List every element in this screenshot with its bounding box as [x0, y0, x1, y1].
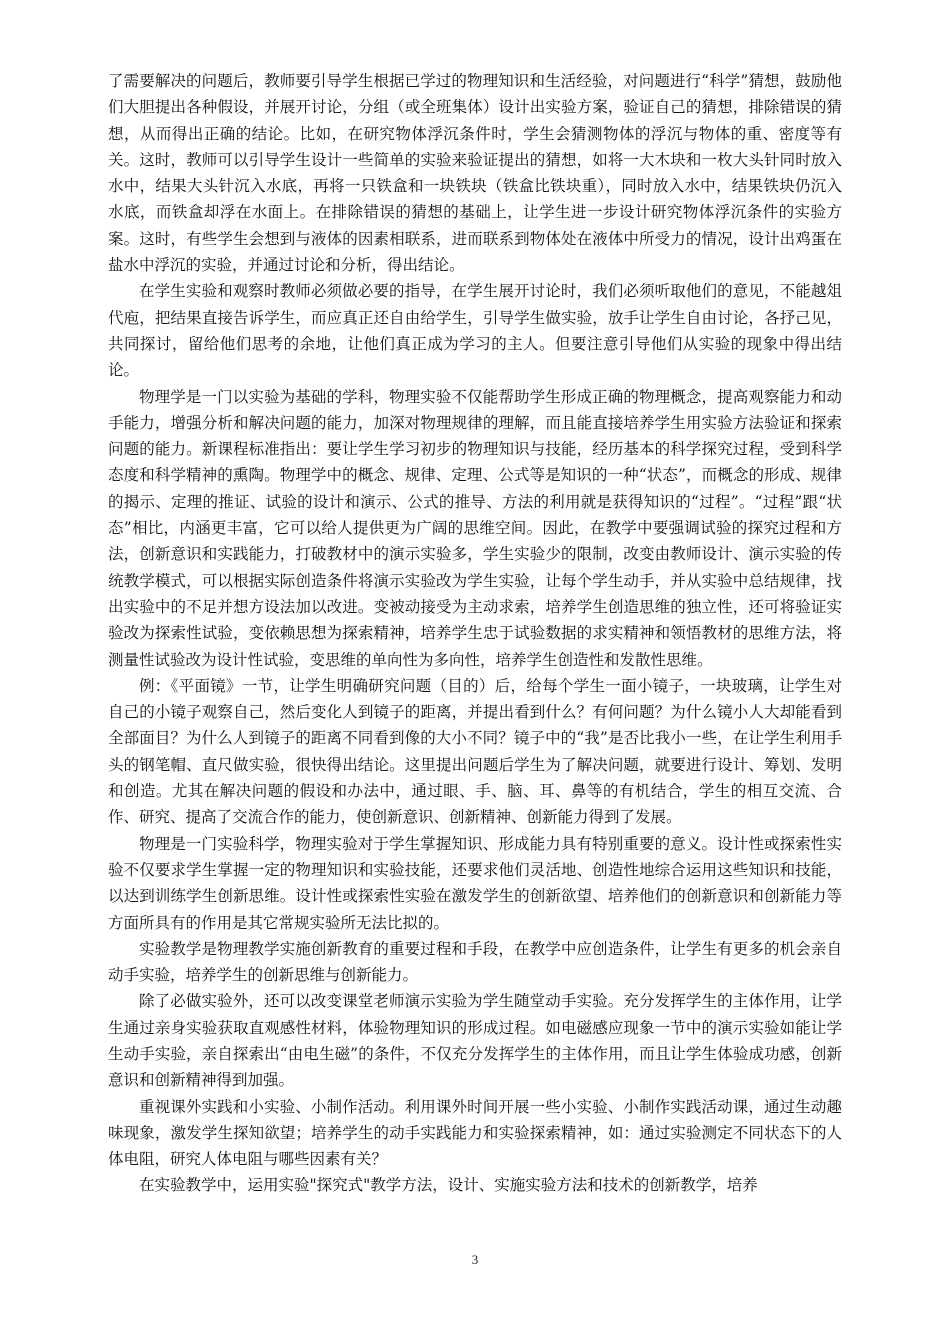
- paragraph: 在实验教学中，运用实验"探究式"教学方法，设计、实施实验方法和技术的创新教学，培养: [139, 1176, 758, 1195]
- document-body: [108, 68, 842, 1199]
- paragraph: 除了必做实验外，还可以改变课堂老师演示实验为学生随堂动手实验。充分发挥学生的主体作用，让学生通过亲身实验获取直观感性材料，体验物理知识的形成过程。如电磁感应现象一节中的演示实验如能让学生动手实验，亲自探索出“由电生磁”的条件，不仅充分发挥学生的主体作用，而且让学生体验成功感，创新意识和创新精神得到加强。: [108, 992, 842, 1090]
- paragraph: 物理是一门实验科学，物理实验对于学生掌握知识、形成能力具有特别重要的意义。设计性或探索性实验不仅要求学生掌握一定的物理知识和实验技能，还要求他们灵活地、创造性地综合运用这些知识和技能，以达到训练学生创新思维。设计性或探索性实验在激发学生的创新欲望、培养他们的创新意识和创新能力等方面所具有的作用是其它常规实验所无法比拟的。: [108, 834, 842, 932]
- paragraph: 了需要解决的问题后，教师要引导学生根据已学过的物理知识和生活经验，对问题进行“科学”猜想，鼓励他们大胆提出各种假设，并展开讨论，分组（或全班集体）设计出实验方案，验证自己的猜想，排除错误的猜想，从而得出正确的结论。比如，在研究物体浮沉条件时，学生会猜测物体的浮沉与物体的重、密度等有关。这时，教师可以引导学生设计一些简单的实验来验证提出的猜想，如将一大木块和一枚大头针同时放入水中，结果大头针沉入水底，再将一只铁盒和一块铁块（铁盒比铁块重），同时放入水中，结果铁块仍沉入水底，而铁盒却浮在水面上。在排除错误的猜想的基础上，让学生进一步设计研究物体浮沉条件的实验方案。这时，有些学生会想到与液体的因素相联系，进而联系到物体处在液体中所受力的情况，设计出鸡蛋在盐水中浮沉的实验，并通过讨论和分析，得出结论。: [108, 72, 842, 275]
- page-number: 3: [471, 1252, 479, 1267]
- paragraph: 例：《平面镜》一节，让学生明确研究问题（目的）后，给每个学生一面小镜子，一块玻璃，让学生对自己的小镜子观察自己，然后变化人到镜子的距离，并提出看到什么？有何问题？为什么镜小人大却能看到全部面目？为什么人到镜子的距离不同看到像的大小不同？镜子中的“我”是否比我小一些，在让学生利用手头的钢笔帽、直尺做实验，很快得出结论。这里提出问题后学生为了解决问题，就要进行设计、筹划、发明和创造。尤其在解决问题的假设和办法中，通过眼、手、脑、耳、鼻等的有机结合，学生的相互交流、合作、研究、提高了交流合作的能力，使创新意识、创新精神、创新能力得到了发展。: [108, 676, 842, 827]
- paragraph: 在学生实验和观察时教师必须做必要的指导，在学生展开讨论时，我们必须听取他们的意见，不能越俎代庖，把结果直接告诉学生，而应真正还自由给学生，引导学生做实验，放手让学生自由讨论，各抒己见，共同探讨，留给他们思考的余地，让他们真正成为学习的主人。但要注意引导他们从实验的现象中得出结论。: [108, 282, 842, 380]
- paragraph: 物理学是一门以实验为基础的学科，物理实验不仅能帮助学生形成正确的物理概念，提高观察能力和动手能力，增强分析和解决问题的能力，加深对物理规律的理解，而且能直接培养学生用实验方法验证和探索问题的能力。新课程标准指出：要让学生学习初步的物理知识与技能，经历基本的科学探究过程，受到科学态度和科学精神的熏陶。物理学中的概念、规律、定理、公式等是知识的一种“状态”，而概念的形成、规律的揭示、定理的推证、试验的设计和演示、公式的推导、方法的利用就是获得知识的“过程”。“过程”跟“状态”相比，内涵更丰富，它可以给人提供更为广阔的思维空间。因此，在教学中要强调试验的探究过程和方法，创新意识和实践能力，打破教材中的演示实验多，学生实验少的限制，改变由教师设计、演示实验的传统教学模式，可以根据实际创造条件将演示实验改为学生实验，让每个学生动手，并从实验中总结规律，找出实验中的不足并想方设法加以改进。变被动接受为主动求索，培养学生创造思维的独立性，还可将验证实验改为探索性试验，变依赖思想为探索精神，培养学生忠于试验数据的求实精神和领悟教材的思维方法，将测量性试验改为设计性试验，变思维的单向性为多向性，培养学生创造性和发散性思维。: [108, 387, 842, 669]
- paragraph: 重视课外实践和小实验、小制作活动。利用课外时间开展一些小实验、小制作实践活动课，通过生动趣味现象，激发学生探知欲望；培养学生的动手实践能力和实验探索精神，如：通过实验测定不同状态下的人体电阻，研究人体电阻与哪些因素有关？: [108, 1097, 842, 1169]
- paragraph: 实验教学是物理教学实施创新教育的重要过程和手段，在教学中应创造条件，让学生有更多的机会亲自动手实验，培养学生的创新思维与创新能力。: [108, 939, 842, 985]
